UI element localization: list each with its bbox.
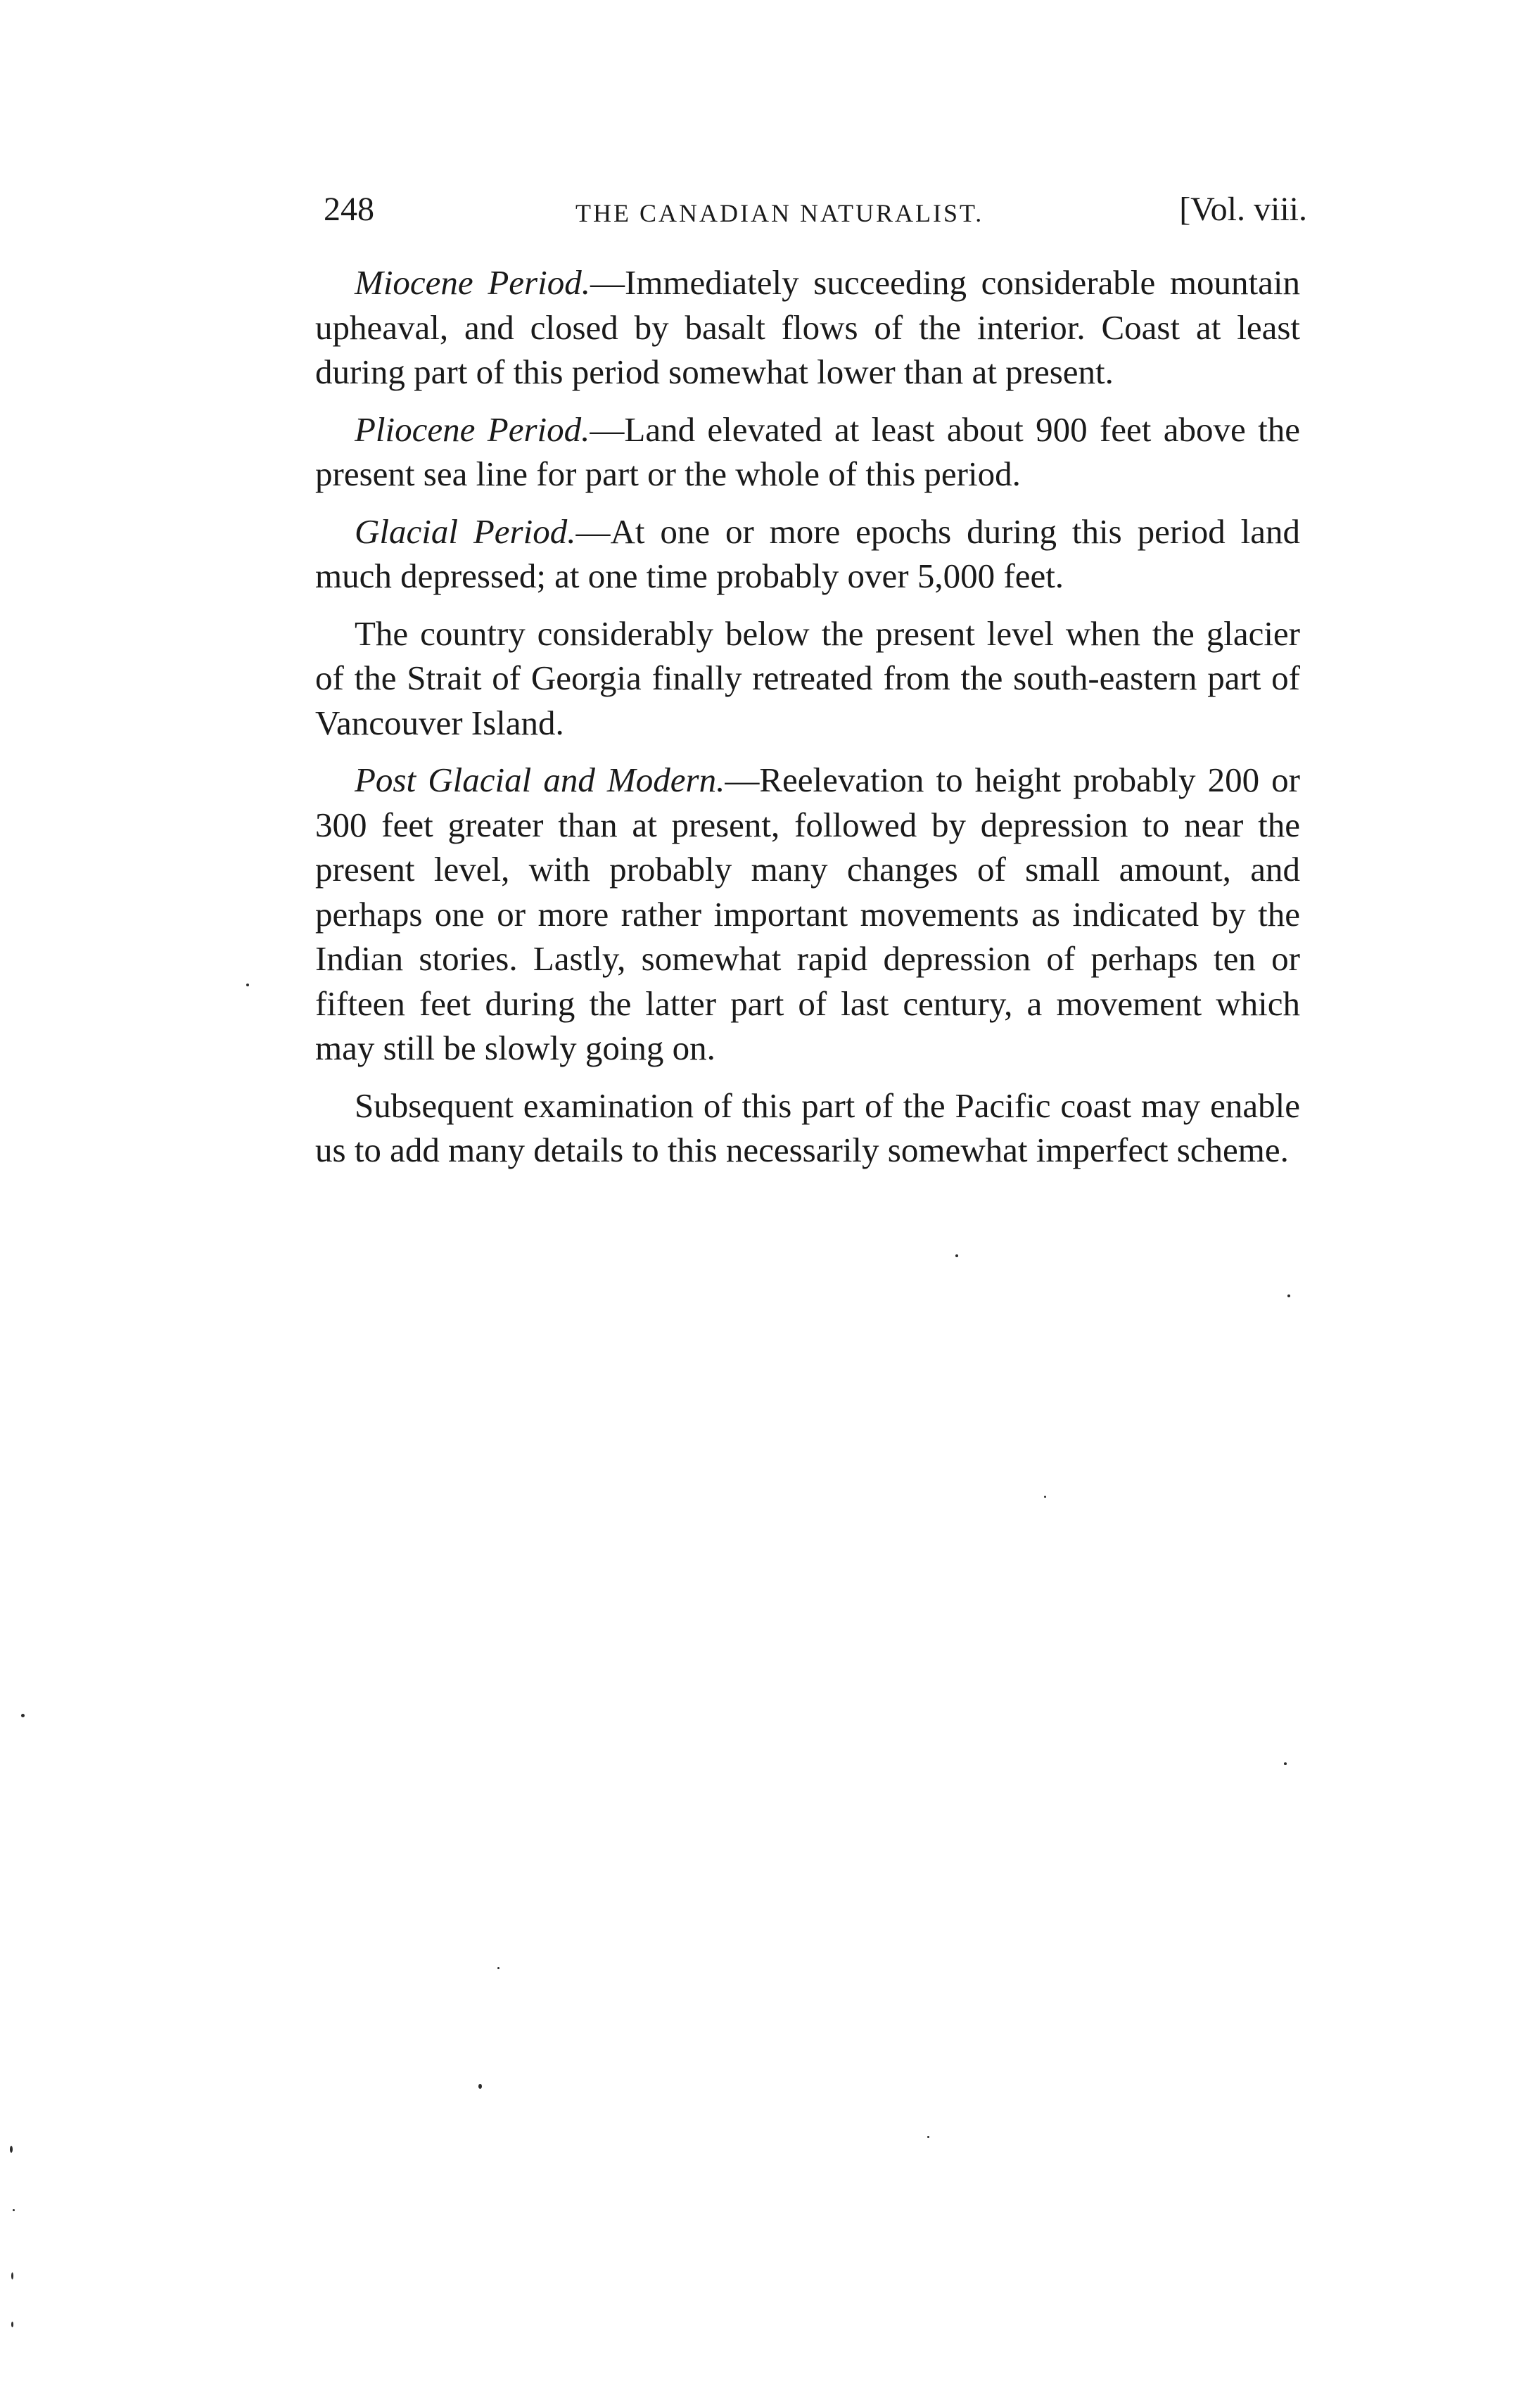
paragraph-pliocene [315, 407, 1300, 497]
paragraph-miocene [315, 260, 1300, 395]
paragraph-lead: Post Glacial and Modern. [355, 761, 725, 799]
paragraph-text: The country considerably below the present level when the glacier of the Strait of Georgia finally retreated from the south-eastern part of Vancouver Island. [315, 613, 1300, 742]
paragraph-lead: Pliocene Period. [355, 409, 590, 449]
paragraph-text: —Immediately succeeding considerable mountain upheaval, and closed by basalt flows of the interior. Coast at least during part of this period somewhat lower than at present. [315, 263, 1300, 391]
scan-speck [927, 2136, 929, 2138]
scan-speck [11, 2272, 13, 2279]
volume-label: [Vol. viii. [1179, 191, 1307, 228]
scan-speck [1044, 1496, 1046, 1498]
paragraph-lead: Glacial Period. [355, 511, 576, 551]
page-number: 248 [324, 191, 374, 228]
scan-speck [246, 984, 249, 986]
paragraph-text: Subsequent examination of this part of the Pacific coast may enable us to add many details to this necessarily somewhat imperfect scheme. [315, 1086, 1300, 1169]
scan-speck [13, 2209, 15, 2211]
page-header [315, 184, 1307, 241]
paragraph-text: —At one or more epochs during this period land much depressed; at one time probably over 5,000 feet. [315, 511, 1300, 595]
paragraph-text: —Reelevation to height probably 200 or 300 feet greater than at present, followed by depression to near the present level, with probably many changes of small amount, and perhaps one or more rather important movements as indicated by the Indian stories. Lastly, somewhat rapid depression of perhaps ten or fifteen feet during the latter part of last century, a movement which may still be slowly going on. [315, 761, 1300, 1067]
paragraph-subsequent [315, 1083, 1300, 1173]
body-text [315, 260, 1300, 1185]
scan-speck [1284, 1762, 1287, 1765]
scan-speck [955, 1254, 958, 1257]
paragraph-lead: Miocene Period. [355, 263, 590, 302]
scan-speck [478, 2084, 482, 2089]
paragraph-glacial [315, 509, 1300, 599]
scan-speck [1287, 1294, 1290, 1297]
scan-speck [497, 1967, 499, 1969]
paragraph-country [315, 611, 1300, 746]
paragraph-post-glacial [315, 758, 1300, 1071]
running-title: THE CANADIAN NATURALIST. [575, 199, 984, 227]
scan-speck [21, 1714, 25, 1717]
scan-speck [11, 2322, 13, 2327]
scan-speck [10, 2146, 13, 2153]
paragraph-text: —Land elevated at least about 900 feet above the present sea line for part or the whole of this period. [315, 409, 1300, 493]
